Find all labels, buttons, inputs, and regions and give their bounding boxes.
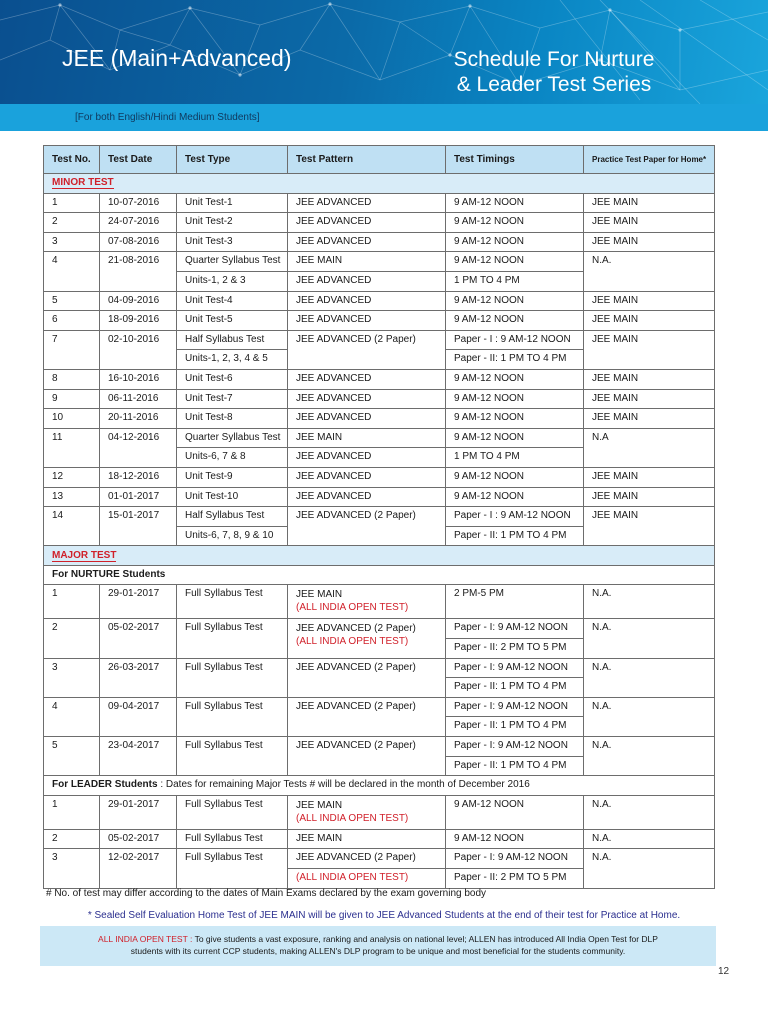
- leader-test-row: [44, 849, 715, 869]
- cell-practice-paper: JEE MAIN: [584, 213, 715, 233]
- cell-test-date: 10-07-2016: [100, 193, 177, 213]
- cell-test-timing: 9 AM-12 NOON: [446, 232, 584, 252]
- nurture-group: [44, 565, 715, 585]
- cell-test-type: Quarter Syllabus Test: [177, 428, 288, 448]
- cell-practice-paper: N.A.: [584, 658, 715, 697]
- major-test-section: [44, 546, 715, 566]
- cell-practice-paper: N.A.: [584, 849, 715, 888]
- pattern-text: JEE ADVANCED (2 Paper): [296, 661, 416, 673]
- cell-test-no: 4: [44, 252, 100, 291]
- cell-test-type: Full Syllabus Test: [177, 658, 288, 697]
- cell-test-timing: 2 PM-5 PM: [446, 585, 584, 619]
- cell-test-timing: Paper - I: 9 AM-12 NOON: [446, 619, 584, 639]
- cell-practice-paper: JEE MAIN: [584, 232, 715, 252]
- cell-test-type: Full Syllabus Test: [177, 829, 288, 849]
- cell-test-no: 14: [44, 507, 100, 546]
- cell-test-type: Unit Test-6: [177, 369, 288, 389]
- cell-test-type: Full Syllabus Test: [177, 585, 288, 619]
- pattern-text: JEE MAIN: [296, 832, 343, 844]
- cell-test-date: 04-12-2016: [100, 428, 177, 467]
- minor-test-row: [44, 507, 715, 527]
- schedule-title-line1: Schedule For Nurture: [453, 48, 655, 71]
- minor-test-row: [44, 232, 715, 252]
- cell-test-date: 12-02-2017: [100, 849, 177, 888]
- cell-test-date: 21-08-2016: [100, 252, 177, 291]
- cell-test-type: Full Syllabus Test: [177, 849, 288, 888]
- cell-test-no: 5: [44, 737, 100, 776]
- cell-test-type: Half Syllabus Test: [177, 507, 288, 527]
- open-test-label: ALL INDIA OPEN TEST :: [98, 934, 193, 944]
- minor-test-row: [44, 252, 715, 272]
- cell-test-timing: Paper - I: 9 AM-12 NOON: [446, 737, 584, 757]
- minor-test-section-label: MINOR TEST: [52, 177, 114, 189]
- cell-test-no: 8: [44, 369, 100, 389]
- cell-test-no: 7: [44, 330, 100, 369]
- nurture-group-label: For NURTURE Students: [52, 568, 166, 580]
- cell-practice-paper: JEE MAIN: [584, 193, 715, 213]
- cell-practice-paper: JEE MAIN: [584, 467, 715, 487]
- cell-test-pattern: [288, 619, 446, 658]
- cell-test-pattern: [288, 795, 446, 829]
- cell-test-no: 9: [44, 389, 100, 409]
- cell-test-date: 05-02-2017: [100, 619, 177, 658]
- cell-test-date: 23-04-2017: [100, 737, 177, 776]
- cell-test-pattern: JEE ADVANCED (2 Paper): [288, 849, 446, 869]
- nurture-group-cell: [44, 565, 715, 585]
- cell-test-timing: 9 AM-12 NOON: [446, 252, 584, 272]
- cell-practice-paper: N.A.: [584, 619, 715, 658]
- cell-test-timing: Paper - II: 2 PM TO 5 PM: [446, 869, 584, 889]
- cell-practice-paper: JEE MAIN: [584, 311, 715, 331]
- star-footnote: * Sealed Self Evaluation Home Test of JEE MAIN will be given to JEE Advanced Students at the end of their test for Practice at Home.: [87, 910, 681, 921]
- cell-practice-paper: JEE MAIN: [584, 409, 715, 429]
- cell-test-timing: Paper - II: 1 PM TO 4 PM: [446, 350, 584, 370]
- minor-test-row: [44, 311, 715, 331]
- cell-test-pattern: JEE ADVANCED: [288, 448, 446, 468]
- leader-group-label: For LEADER Students: [52, 779, 158, 791]
- cell-test-timing: 9 AM-12 NOON: [446, 795, 584, 829]
- cell-test-date: 18-09-2016: [100, 311, 177, 331]
- cell-test-pattern: [288, 507, 446, 546]
- cell-test-type-units: Units-6, 7, 8, 9 & 10: [177, 526, 288, 546]
- pattern-text: JEE ADVANCED (2 Paper): [296, 700, 416, 712]
- cell-test-pattern: [288, 697, 446, 736]
- cell-test-type-units: Units-1, 2, 3, 4 & 5: [177, 350, 288, 370]
- nurture-test-row: [44, 737, 715, 757]
- cell-test-date: 20-11-2016: [100, 409, 177, 429]
- open-test-tag: (ALL INDIA OPEN TEST): [288, 869, 446, 889]
- nurture-test-row: [44, 697, 715, 717]
- cell-test-type: Full Syllabus Test: [177, 795, 288, 829]
- cell-test-no: 1: [44, 795, 100, 829]
- leader-test-row: [44, 829, 715, 849]
- minor-test-row: [44, 487, 715, 507]
- pattern-text: JEE ADVANCED: [296, 490, 372, 502]
- open-test-tag: (ALL INDIA OPEN TEST): [296, 636, 409, 648]
- cell-test-pattern: [288, 585, 446, 619]
- leader-group-note: : Dates for remaining Major Tests # will be declared in the month of December 2016: [157, 779, 530, 791]
- pattern-text: JEE ADVANCED: [296, 235, 372, 247]
- cell-test-pattern: [288, 330, 446, 369]
- cell-test-timing: 9 AM-12 NOON: [446, 389, 584, 409]
- minor-test-row: [44, 330, 715, 350]
- leader-group: [44, 776, 715, 796]
- cell-test-date: 04-09-2016: [100, 291, 177, 311]
- cell-test-timing: Paper - II: 2 PM TO 5 PM: [446, 639, 584, 659]
- col-header-practice-paper: Practice Test Paper for Home*: [584, 146, 715, 174]
- cell-test-pattern: [288, 291, 446, 311]
- cell-test-type-units: Units-1, 2 & 3: [177, 271, 288, 291]
- cell-test-timing: Paper - I : 9 AM-12 NOON: [446, 330, 584, 350]
- cell-test-no: 2: [44, 619, 100, 658]
- cell-test-timing: 9 AM-12 NOON: [446, 428, 584, 448]
- cell-practice-paper: N.A.: [584, 737, 715, 776]
- cell-test-type-units: Units-6, 7 & 8: [177, 448, 288, 468]
- cell-practice-paper: N.A.: [584, 585, 715, 619]
- cell-test-no: 3: [44, 658, 100, 697]
- cell-test-pattern: [288, 193, 446, 213]
- cell-practice-paper: N.A.: [584, 829, 715, 849]
- major-test-section-cell: [44, 546, 715, 566]
- cell-test-date: 18-12-2016: [100, 467, 177, 487]
- cell-test-no: 5: [44, 291, 100, 311]
- cell-practice-paper: N.A.: [584, 795, 715, 829]
- cell-practice-paper: JEE MAIN: [584, 330, 715, 369]
- page-title: JEE (Main+Advanced): [62, 45, 292, 71]
- schedule-table: [43, 145, 715, 889]
- pattern-text: JEE ADVANCED (2 Paper): [296, 333, 416, 345]
- pattern-text: JEE MAIN: [296, 589, 343, 601]
- cell-test-timing: 1 PM TO 4 PM: [446, 271, 584, 291]
- cell-test-date: 07-08-2016: [100, 232, 177, 252]
- cell-test-date: 29-01-2017: [100, 795, 177, 829]
- cell-practice-paper: N.A.: [584, 697, 715, 736]
- header-banner: [0, 0, 768, 104]
- major-test-section-label: MAJOR TEST: [52, 549, 117, 561]
- pattern-text: JEE ADVANCED: [296, 412, 372, 424]
- cell-test-type: Full Syllabus Test: [177, 697, 288, 736]
- cell-practice-paper: N.A: [584, 428, 715, 467]
- col-header-test-type: Test Type: [177, 146, 288, 174]
- col-header-test-no: Test No.: [44, 146, 100, 174]
- cell-test-pattern: [288, 389, 446, 409]
- pattern-text: JEE ADVANCED: [296, 294, 372, 306]
- cell-test-timing: 1 PM TO 4 PM: [446, 448, 584, 468]
- cell-test-type: Half Syllabus Test: [177, 330, 288, 350]
- cell-test-type: Unit Test-3: [177, 232, 288, 252]
- cell-test-type: Full Syllabus Test: [177, 619, 288, 658]
- cell-test-no: 6: [44, 311, 100, 331]
- cell-test-pattern: [288, 737, 446, 776]
- pattern-text: JEE ADVANCED: [296, 372, 372, 384]
- nurture-test-row: [44, 585, 715, 619]
- cell-test-pattern: JEE MAIN: [288, 428, 446, 448]
- cell-test-date: 05-02-2017: [100, 829, 177, 849]
- cell-test-date: 15-01-2017: [100, 507, 177, 546]
- pattern-text: JEE ADVANCED: [296, 392, 372, 404]
- pattern-text: JEE MAIN: [296, 799, 343, 811]
- col-header-test-date: Test Date: [100, 146, 177, 174]
- cell-practice-paper: JEE MAIN: [584, 507, 715, 546]
- page-number: 12: [718, 966, 730, 977]
- minor-test-row: [44, 428, 715, 448]
- cell-test-timing: Paper - II: 1 PM TO 4 PM: [446, 678, 584, 698]
- leader-test-row: [44, 795, 715, 829]
- minor-test-section: [44, 174, 715, 194]
- cell-test-timing: 9 AM-12 NOON: [446, 829, 584, 849]
- cell-test-type: Unit Test-1: [177, 193, 288, 213]
- cell-test-pattern: [288, 467, 446, 487]
- cell-test-timing: Paper - I: 9 AM-12 NOON: [446, 697, 584, 717]
- cell-test-timing: 9 AM-12 NOON: [446, 409, 584, 429]
- cell-test-timing: Paper - II: 1 PM TO 4 PM: [446, 526, 584, 546]
- cell-test-no: 2: [44, 829, 100, 849]
- cell-test-date: 16-10-2016: [100, 369, 177, 389]
- open-test-text1: To give students a vast exposure, ranking and analysis on national level; ALLEN has introduced All India Open Test for DLP: [192, 934, 658, 944]
- col-header-test-timings: Test Timings: [446, 146, 584, 174]
- cell-test-no: 2: [44, 213, 100, 233]
- cell-practice-paper: JEE MAIN: [584, 487, 715, 507]
- cell-test-type: Unit Test-9: [177, 467, 288, 487]
- cell-test-no: 12: [44, 467, 100, 487]
- cell-test-no: 11: [44, 428, 100, 467]
- cell-test-pattern: [288, 409, 446, 429]
- cell-test-pattern: [288, 487, 446, 507]
- cell-test-date: 01-01-2017: [100, 487, 177, 507]
- cell-test-type: Unit Test-10: [177, 487, 288, 507]
- cell-test-timing: Paper - II: 1 PM TO 4 PM: [446, 756, 584, 776]
- pattern-text: JEE ADVANCED: [296, 196, 372, 208]
- pattern-text: JEE ADVANCED (2 Paper): [296, 510, 416, 522]
- cell-test-no: 1: [44, 585, 100, 619]
- open-test-text2: students with its current CCP students, making ALLEN's DLP program to be unique and most beneficial for the students community.: [130, 946, 626, 956]
- cell-test-timing: 9 AM-12 NOON: [446, 193, 584, 213]
- cell-test-date: 29-01-2017: [100, 585, 177, 619]
- medium-note: [For both English/Hindi Medium Students]: [75, 112, 260, 123]
- cell-test-pattern: [288, 232, 446, 252]
- open-test-tag: (ALL INDIA OPEN TEST): [296, 812, 409, 824]
- pattern-text: JEE ADVANCED: [296, 216, 372, 228]
- cell-practice-paper: JEE MAIN: [584, 369, 715, 389]
- cell-test-pattern: JEE MAIN: [288, 252, 446, 272]
- leader-group-cell: [44, 776, 715, 796]
- minor-test-row: [44, 369, 715, 389]
- table-body: [44, 174, 715, 889]
- open-test-note-line1: [40, 933, 716, 945]
- table-header-row: [44, 146, 715, 174]
- cell-test-no: 1: [44, 193, 100, 213]
- cell-test-timing: 9 AM-12 NOON: [446, 467, 584, 487]
- minor-test-row: [44, 467, 715, 487]
- cell-test-type: Full Syllabus Test: [177, 737, 288, 776]
- cell-test-timing: 9 AM-12 NOON: [446, 311, 584, 331]
- nurture-test-row: [44, 619, 715, 639]
- cell-test-timing: Paper - I: 9 AM-12 NOON: [446, 849, 584, 869]
- nurture-test-row: [44, 658, 715, 678]
- cell-test-type: Unit Test-7: [177, 389, 288, 409]
- cell-test-date: 06-11-2016: [100, 389, 177, 409]
- cell-test-no: 4: [44, 697, 100, 736]
- pattern-text: JEE ADVANCED: [296, 470, 372, 482]
- cell-test-pattern: [288, 311, 446, 331]
- cell-test-type: Unit Test-8: [177, 409, 288, 429]
- cell-test-timing: Paper - I: 9 AM-12 NOON: [446, 658, 584, 678]
- pattern-text: JEE ADVANCED: [296, 314, 372, 326]
- cell-test-type: Unit Test-4: [177, 291, 288, 311]
- cell-test-date: 26-03-2017: [100, 658, 177, 697]
- cell-test-timing: 9 AM-12 NOON: [446, 291, 584, 311]
- cell-test-no: 13: [44, 487, 100, 507]
- cell-test-date: 09-04-2017: [100, 697, 177, 736]
- cell-test-timing: Paper - II: 1 PM TO 4 PM: [446, 717, 584, 737]
- minor-test-row: [44, 389, 715, 409]
- cell-test-pattern: [288, 369, 446, 389]
- schedule-title-line2: & Leader Test Series: [456, 73, 652, 96]
- hash-footnote: # No. of test may differ according to the dates of Main Exams declared by the exam governing body: [46, 888, 487, 899]
- minor-test-row: [44, 291, 715, 311]
- cell-test-pattern: [288, 829, 446, 849]
- pattern-text: JEE ADVANCED (2 Paper): [296, 623, 416, 635]
- cell-test-pattern: JEE ADVANCED: [288, 271, 446, 291]
- cell-test-type: Quarter Syllabus Test: [177, 252, 288, 272]
- col-header-test-pattern: Test Pattern: [288, 146, 446, 174]
- cell-practice-paper: JEE MAIN: [584, 291, 715, 311]
- cell-test-pattern: [288, 213, 446, 233]
- minor-test-row: [44, 409, 715, 429]
- cell-test-timing: 9 AM-12 NOON: [446, 213, 584, 233]
- cell-test-timing: Paper - I : 9 AM-12 NOON: [446, 507, 584, 527]
- minor-test-row: [44, 213, 715, 233]
- cell-test-pattern: [288, 658, 446, 697]
- open-test-tag: (ALL INDIA OPEN TEST): [296, 602, 409, 614]
- cell-test-type: Unit Test-2: [177, 213, 288, 233]
- cell-test-no: 3: [44, 849, 100, 888]
- minor-test-section-cell: [44, 174, 715, 194]
- cell-test-date: 24-07-2016: [100, 213, 177, 233]
- cell-test-type: Unit Test-5: [177, 311, 288, 331]
- cell-test-no: 10: [44, 409, 100, 429]
- schedule-title: [440, 47, 668, 97]
- minor-test-row: [44, 193, 715, 213]
- cell-test-timing: 9 AM-12 NOON: [446, 369, 584, 389]
- cell-test-date: 02-10-2016: [100, 330, 177, 369]
- cell-test-no: 3: [44, 232, 100, 252]
- cell-practice-paper: N.A.: [584, 252, 715, 291]
- open-test-note-box: [40, 926, 716, 966]
- cell-test-timing: 9 AM-12 NOON: [446, 487, 584, 507]
- cell-practice-paper: JEE MAIN: [584, 389, 715, 409]
- pattern-text: JEE ADVANCED (2 Paper): [296, 740, 416, 752]
